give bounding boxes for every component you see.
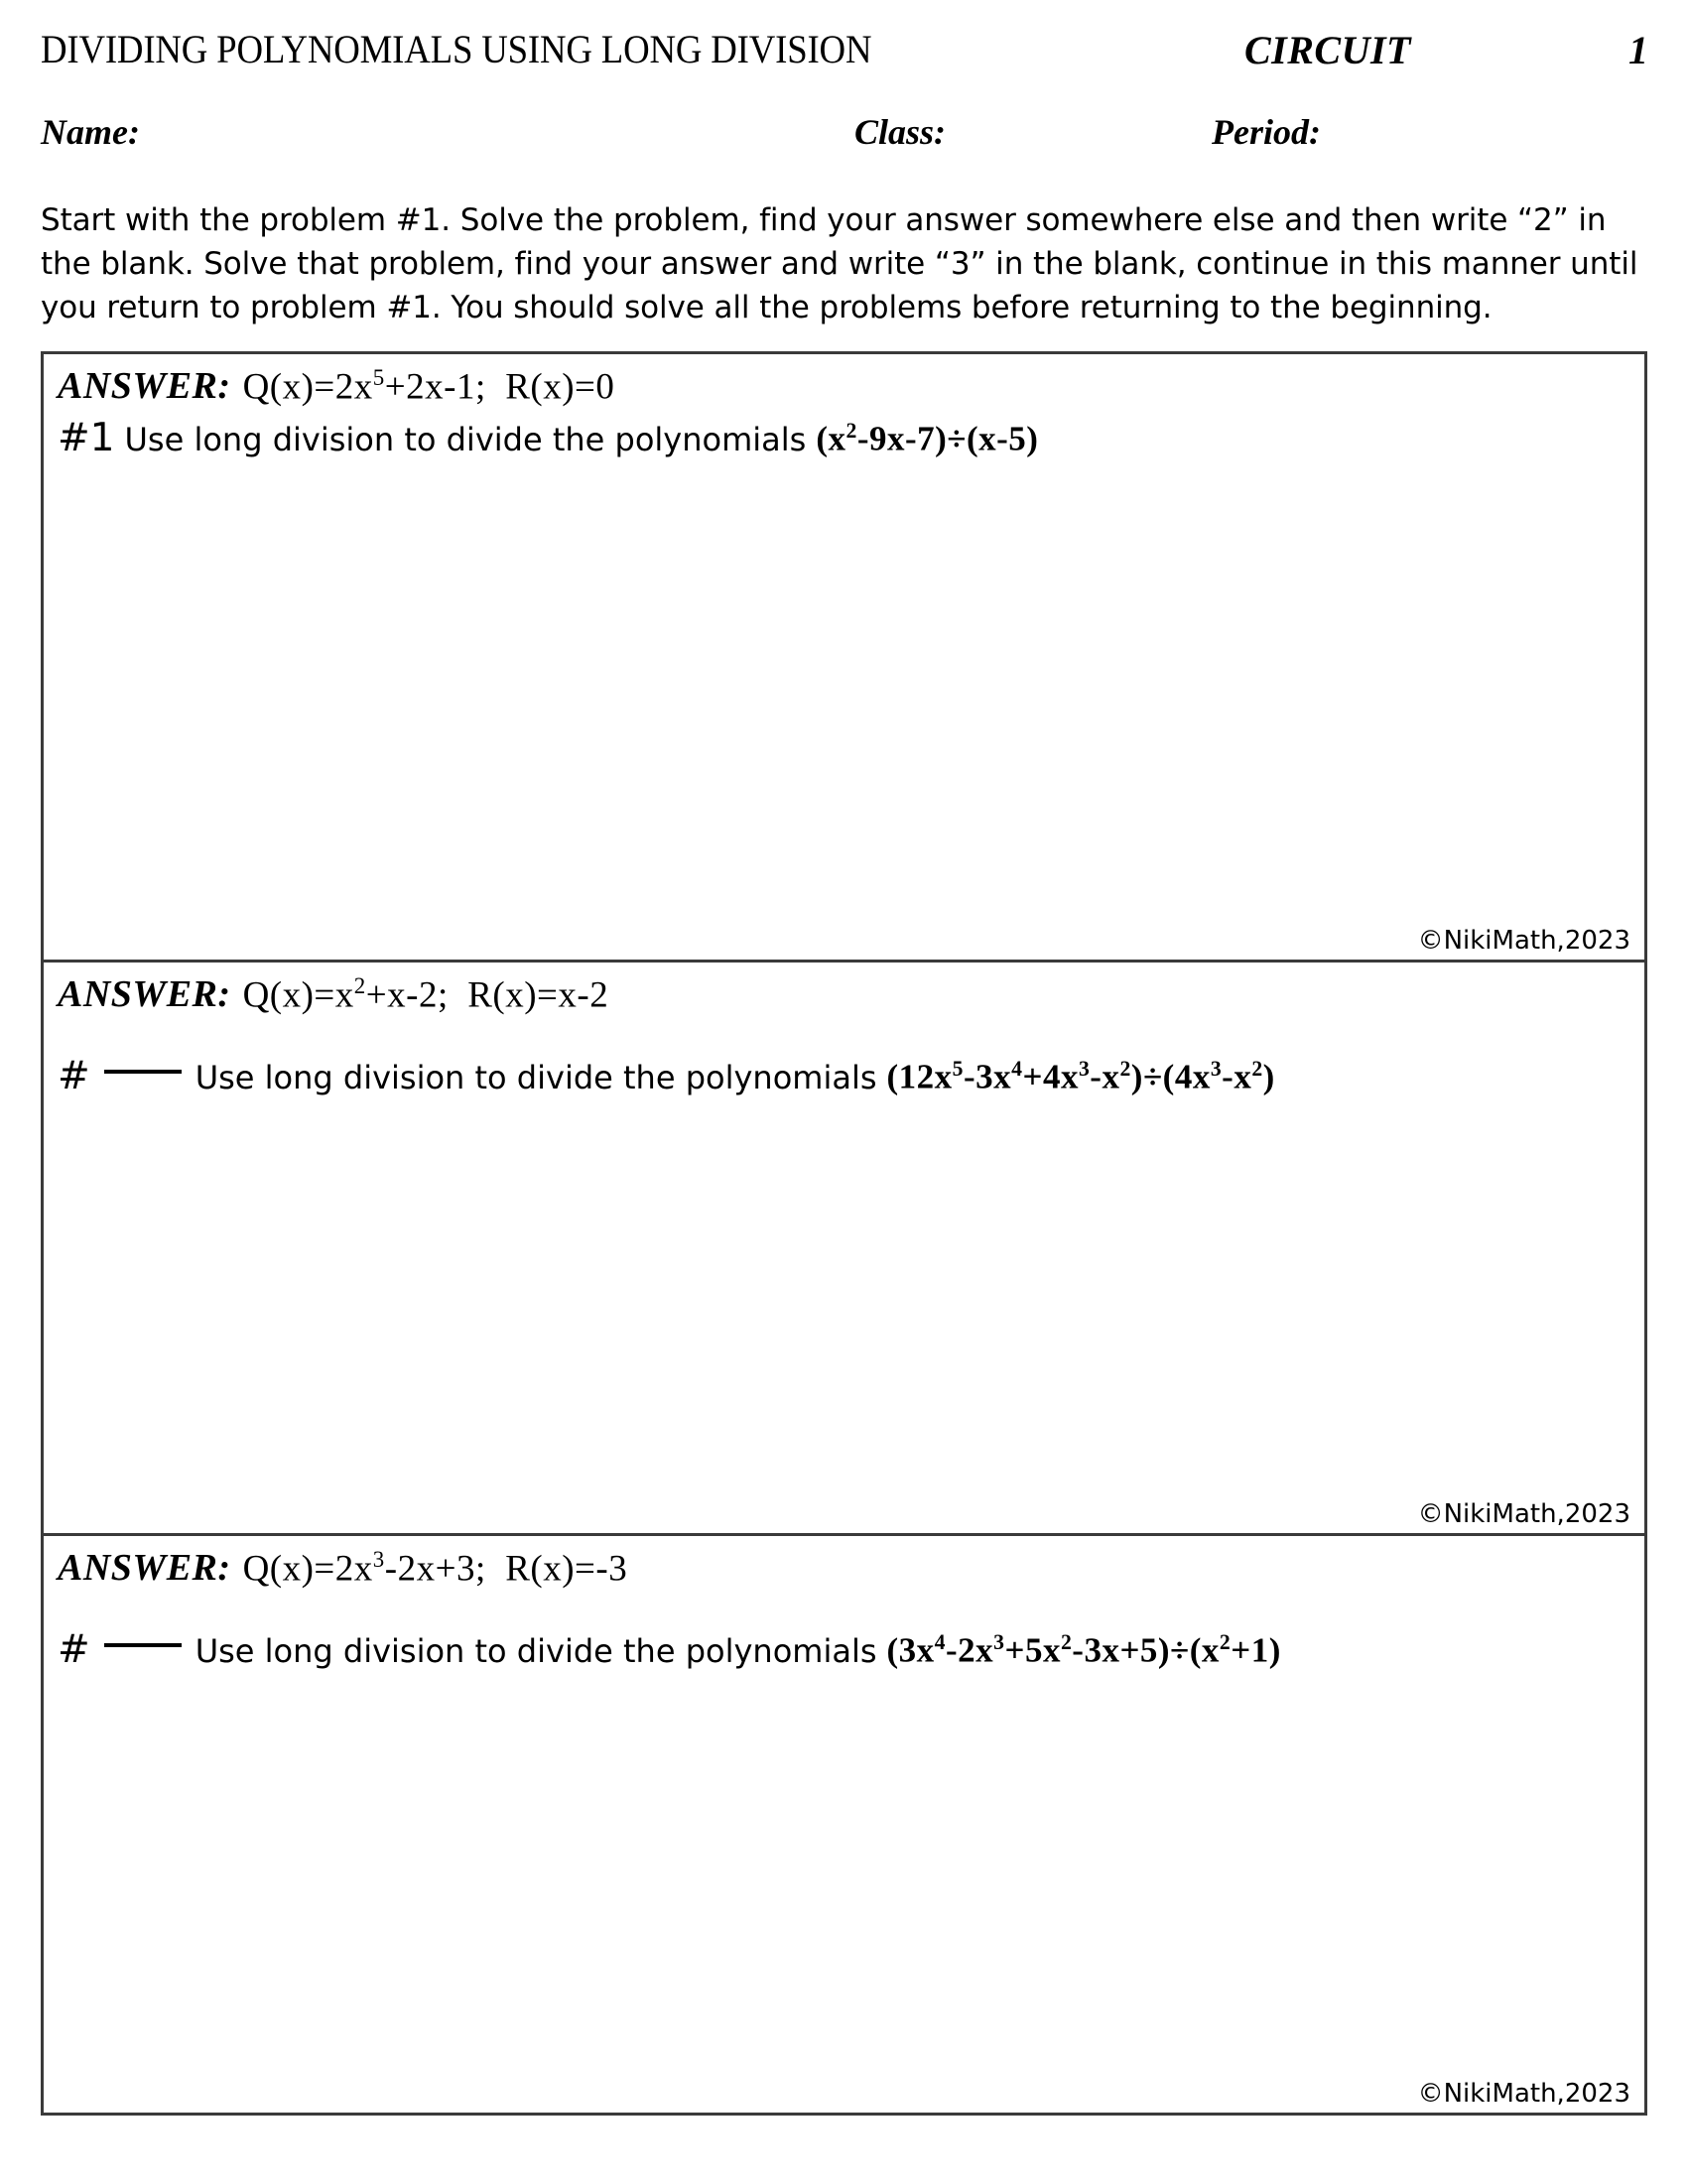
answer-quotient-prefix: Q(x)=2x <box>242 1548 373 1589</box>
problem-statement <box>58 1054 1630 1098</box>
problem-boxes <box>41 351 1647 2116</box>
student-fields <box>41 111 1647 175</box>
circuit-number: 1 <box>1628 28 1648 72</box>
answer-quotient-exponent: 2 <box>353 972 366 998</box>
problem-box <box>44 1536 1644 2113</box>
problem-box <box>44 963 1644 1536</box>
answer-expression <box>243 973 609 1016</box>
name-field-label: Name: <box>41 112 140 152</box>
problem-expression: $(3x^4-2x^3+5x^2-3x+5)\div(x^2+1)$ <box>886 1630 1281 1670</box>
instructions-paragraph: Start with the problem #1. Solve the problem, find your answer somewhere else and then write “2” in the blank. Solve that problem, find your answer and write “3” in the blank, continue in this manner until you return to problem #1. You should solve all the problems before returning to the beginning. <box>41 202 1638 325</box>
answer-quotient-suffix: +2x-1; <box>384 366 486 407</box>
problem-number: # <box>58 1054 90 1098</box>
problem-expression: $(x^2-9x-7)\div(x-5)$ <box>816 419 1039 458</box>
answer-line <box>58 1546 1630 1590</box>
answer-remainder: R(x)=0 <box>505 366 615 407</box>
answer-remainder: R(x)=-3 <box>505 1548 628 1589</box>
answer-quotient-exponent: 5 <box>372 364 385 390</box>
answer-quotient-prefix: Q(x)=2x <box>242 366 373 407</box>
page-header <box>41 26 1647 111</box>
answer-quotient-suffix: -2x+3; <box>384 1548 486 1589</box>
problem-box <box>44 354 1644 963</box>
answer-label: ANSWER: <box>58 1547 231 1589</box>
answer-line <box>58 972 1630 1016</box>
problem-prompt: Use long division to divide the polynomials <box>195 1632 877 1670</box>
copyright-notice: ©NikiMath,2023 <box>1417 926 1630 956</box>
answer-blank[interactable] <box>104 1643 182 1647</box>
answer-label: ANSWER: <box>58 973 231 1015</box>
answer-quotient-prefix: Q(x)=x <box>242 974 354 1015</box>
answer-quotient-exponent: 3 <box>372 1546 385 1572</box>
answer-label: ANSWER: <box>58 365 231 407</box>
answer-line <box>58 364 1630 408</box>
page-title: DIVIDING POLYNOMIALS USING LONG DIVISION <box>41 27 872 71</box>
answer-blank[interactable] <box>104 1070 182 1074</box>
copyright-notice: ©NikiMath,2023 <box>1417 2079 1630 2109</box>
copyright-notice: ©NikiMath,2023 <box>1417 1499 1630 1529</box>
circuit-label: CIRCUIT <box>1244 28 1411 72</box>
problem-statement <box>58 416 1630 460</box>
problem-prompt: Use long division to divide the polynomials <box>124 421 807 458</box>
period-field-label: Period: <box>1212 112 1321 152</box>
problem-expression: $(12x^5-3x^4+4x^3-x^2)\div(4x^3-x^2)$ <box>886 1057 1275 1096</box>
problem-statement <box>58 1627 1630 1672</box>
problem-number: # <box>58 1627 90 1672</box>
answer-expression <box>243 1547 628 1590</box>
answer-quotient-suffix: +x-2; <box>365 974 449 1015</box>
class-field-label: Class: <box>854 112 947 152</box>
answer-expression <box>243 365 615 408</box>
problem-number: #1 <box>58 416 115 460</box>
answer-remainder: R(x)=x-2 <box>467 974 609 1015</box>
problem-prompt: Use long division to divide the polynomials <box>195 1059 877 1096</box>
